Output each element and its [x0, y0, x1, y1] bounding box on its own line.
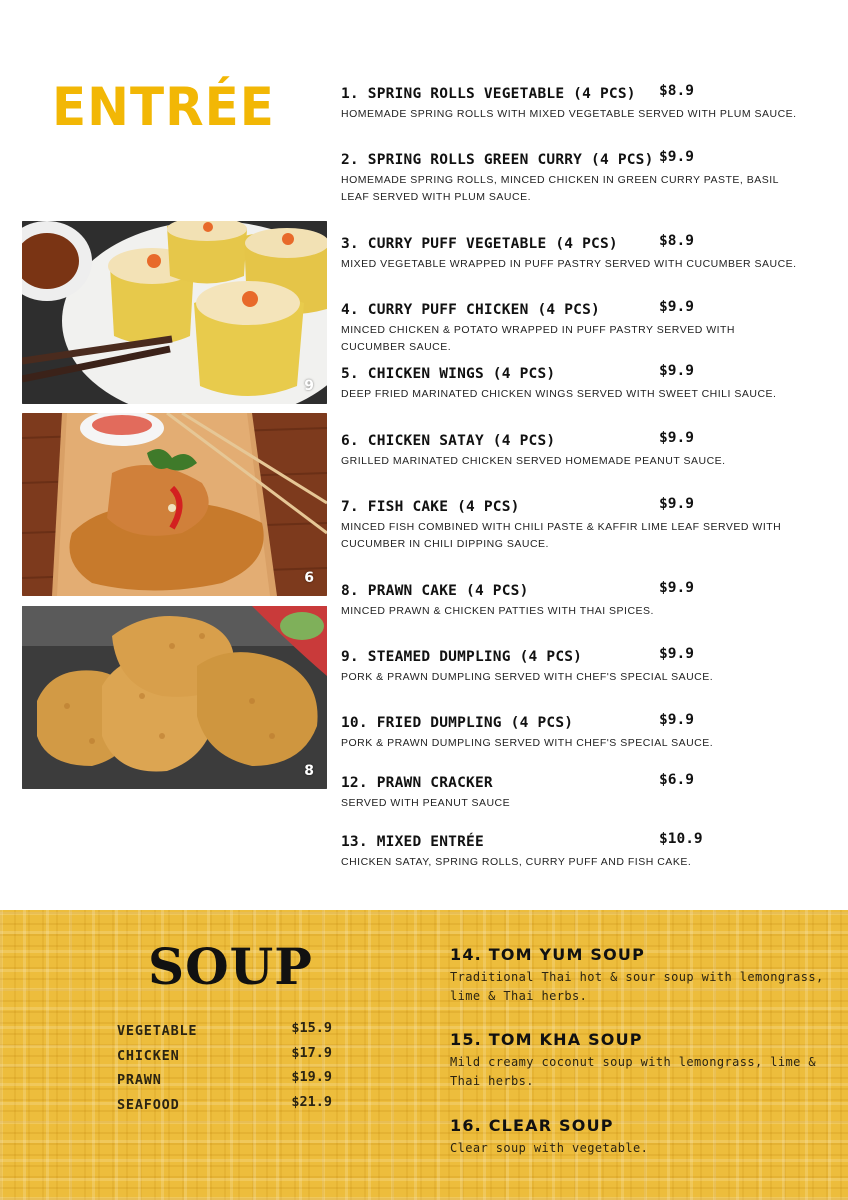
item-name: 7. FISH CAKE (4 PCS) [341, 499, 520, 515]
item-description: CHICKEN SATAY, SPRING ROLLS, CURRY PUFF AND FISH CAKE. [341, 856, 692, 868]
soup-option-price: $19.9 [291, 1069, 332, 1086]
soup-price-row [117, 1069, 332, 1094]
item-name: 1. SPRING ROLLS VEGETABLE (4 PCS) [341, 86, 636, 102]
menu-item [341, 430, 811, 470]
menu-item [341, 83, 811, 123]
soup-item-name: 14. TOM YUM SOUP [450, 945, 646, 964]
photo-number: 9 [304, 378, 314, 394]
photo-number: 6 [304, 570, 314, 586]
item-description: GRILLED MARINATED CHICKEN SERVED HOMEMADE PEANUT SAUCE. [341, 455, 726, 467]
item-price: $9.9 [659, 646, 694, 662]
soup-option-price: $17.9 [291, 1044, 332, 1061]
item-description: HOMEMADE SPRING ROLLS, MINCED CHICKEN IN GREEN CURRY PASTE, BASIL LEAF SERVED WITH PLUM SAUCE. [341, 174, 779, 203]
menu-item [341, 831, 811, 871]
soup-price-list [117, 1020, 332, 1119]
item-price: $8.9 [659, 233, 694, 249]
item-price: $9.9 [659, 299, 694, 315]
soup-option-label: PRAWN [117, 1072, 162, 1089]
item-price: $9.9 [659, 496, 694, 512]
menu-item [341, 363, 811, 403]
soup-price-row [117, 1020, 332, 1045]
soup-option-price: $21.9 [291, 1094, 332, 1111]
item-description: PORK & PRAWN DUMPLING SERVED WITH CHEF'S SPECIAL SAUCE. [341, 737, 714, 749]
item-name: 9. STEAMED DUMPLING (4 PCS) [341, 649, 583, 665]
soup-item-description: Clear soup with vegetable. [450, 1141, 649, 1155]
item-name: 4. CURRY PUFF CHICKEN (4 PCS) [341, 302, 600, 318]
item-description: MINCED FISH COMBINED WITH CHILI PASTE & KAFFIR LIME LEAF SERVED WITH CUCUMBER IN CHILI DIPPING SAUCE. [341, 521, 782, 550]
menu-item [341, 712, 811, 752]
photo-chicken-satay [22, 413, 327, 596]
item-name: 6. CHICKEN SATAY (4 PCS) [341, 433, 556, 449]
item-name: 12. PRAWN CRACKER [341, 775, 493, 791]
soup-item [450, 1116, 830, 1158]
item-price: $9.9 [659, 149, 694, 165]
item-price: $10.9 [659, 831, 703, 847]
menu-item [341, 646, 811, 686]
photo-prawn-cake [22, 606, 327, 789]
photo-number: 8 [304, 763, 314, 779]
item-name: 8. PRAWN CAKE (4 PCS) [341, 583, 529, 599]
item-name: 2. SPRING ROLLS GREEN CURRY (4 PCS) [341, 152, 654, 168]
dumplings-illustration [22, 221, 327, 404]
soup-option-price: $15.9 [291, 1020, 332, 1036]
menu-item [341, 580, 811, 620]
item-price: $9.9 [659, 430, 694, 446]
item-description: HOMEMADE SPRING ROLLS WITH MIXED VEGETABLE SERVED WITH PLUM SAUCE. [341, 108, 797, 120]
soup-item [450, 945, 830, 1006]
item-description: SERVED WITH PEANUT SAUCE [341, 797, 511, 809]
item-description: MIXED VEGETABLE WRAPPED IN PUFF PASTRY SERVED WITH CUCUMBER SAUCE. [341, 258, 797, 270]
soup-item [450, 1030, 830, 1091]
menu-item [341, 772, 811, 812]
soup-option-label: CHICKEN [117, 1047, 180, 1064]
menu-item [341, 496, 811, 553]
menu-item [341, 299, 811, 356]
item-name: 10. FRIED DUMPLING (4 PCS) [341, 715, 574, 731]
item-name: 13. MIXED ENTRÉE [341, 834, 484, 850]
item-name: 3. CURRY PUFF VEGETABLE (4 PCS) [341, 236, 618, 252]
soup-price-row [117, 1045, 332, 1070]
soup-option-label: VEGETABLE [117, 1023, 198, 1039]
prawn-cake-illustration [22, 606, 327, 789]
satay-illustration [22, 413, 327, 596]
item-description: MINCED PRAWN & CHICKEN PATTIES WITH THAI SPICES. [341, 605, 654, 617]
soup-item-description: Traditional Thai hot & sour soup with lemongrass, lime & Thai herbs. [450, 970, 824, 1003]
soup-option-label: SEAFOOD [117, 1097, 180, 1114]
soup-item-name: 15. TOM KHA SOUP [450, 1030, 643, 1049]
item-description: PORK & PRAWN DUMPLING SERVED WITH CHEF'S SPECIAL SAUCE. [341, 671, 714, 683]
soup-section [0, 910, 848, 1200]
item-price: $9.9 [659, 712, 694, 728]
menu-item [341, 233, 811, 273]
item-name: 5. CHICKEN WINGS (4 PCS) [341, 366, 556, 382]
item-price: $9.9 [659, 363, 694, 379]
soup-item-description: Mild creamy coconut soup with lemongrass, lime & Thai herbs. [450, 1055, 816, 1088]
soup-item-name: 16. CLEAR SOUP [450, 1116, 614, 1135]
item-description: DEEP FRIED MARINATED CHICKEN WINGS SERVED WITH SWEET CHILI SAUCE. [341, 388, 777, 400]
item-price: $8.9 [659, 83, 694, 99]
item-price: $9.9 [659, 580, 694, 596]
item-price: $6.9 [659, 772, 694, 788]
item-description: MINCED CHICKEN & POTATO WRAPPED IN PUFF PASTRY SERVED WITH CUCUMBER SAUCE. [341, 324, 736, 353]
photo-steamed-dumplings [22, 221, 327, 404]
menu-item [341, 149, 811, 206]
entree-heading: ENTRÉE [52, 76, 275, 138]
soup-heading: SOUP [148, 937, 313, 996]
soup-price-row [117, 1094, 332, 1119]
